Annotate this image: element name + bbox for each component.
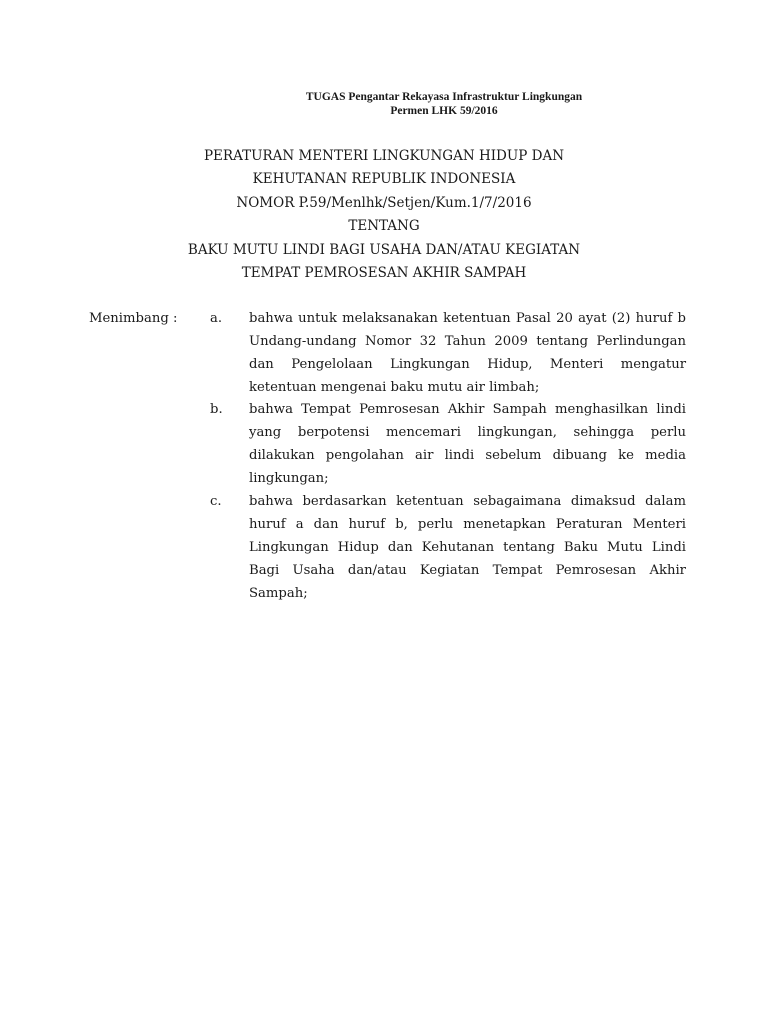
document-header-note	[0, 90, 768, 118]
considering-item-c: bahwa berdasarkan ketentuan sebagaimana dimaksud dalam huruf a dan huruf b, perlu menetapkan Peraturan Menteri Lingkungan Hidup dan Kehutanan tentang Baku Mutu Lindi Bagi Usaha dan/atau Kegiatan Tempat Pemrosesan Akhir Sampah;	[249, 494, 686, 601]
title-line-6: TEMPAT PEMROSESAN AKHIR SAMPAH	[241, 265, 527, 282]
title-line-2: KEHUTANAN REPUBLIK INDONESIA	[252, 171, 516, 188]
menimbang-label: Menimbang :	[89, 311, 178, 326]
considering-item-a: bahwa untuk melaksanakan ketentuan Pasal 20 ayat (2) huruf b Undang-undang Nomor 32 Tahun 2009 tentang Perlindungan dan Pengelolaan Lingkungan Hidup, Menteri mengatur ketentuan mengenai baku mutu air limbah;	[249, 311, 686, 395]
title-line-1: PERATURAN MENTERI LINGKUNGAN HIDUP DAN	[203, 148, 565, 164]
considering-item-b: bahwa Tempat Pemrosesan Akhir Sampah menghasilkan lindi yang berpotensi mencemari lingkungan, sehingga perlu dilakukan pengolahan air lindi sebelum dibuang ke media lingkungan;	[249, 402, 686, 486]
header-regulation-line: Permen LHK 59/2016	[390, 105, 498, 117]
title-line-4: TENTANG	[348, 218, 420, 235]
header-course-line: TUGAS Pengantar Rekayasa Infrastruktur Lingkungan	[305, 91, 583, 103]
title-line-5: BAKU MUTU LINDI BAGI USAHA DAN/ATAU KEGIATAN	[187, 241, 581, 258]
title-line-3: NOMOR P.59/Menlhk/Setjen/Kum.1/7/2016	[236, 194, 532, 211]
item-marker-a: a.	[210, 311, 223, 326]
item-marker-c: c.	[210, 494, 222, 509]
item-marker-b: b.	[210, 402, 223, 417]
regulation-title	[0, 145, 768, 285]
